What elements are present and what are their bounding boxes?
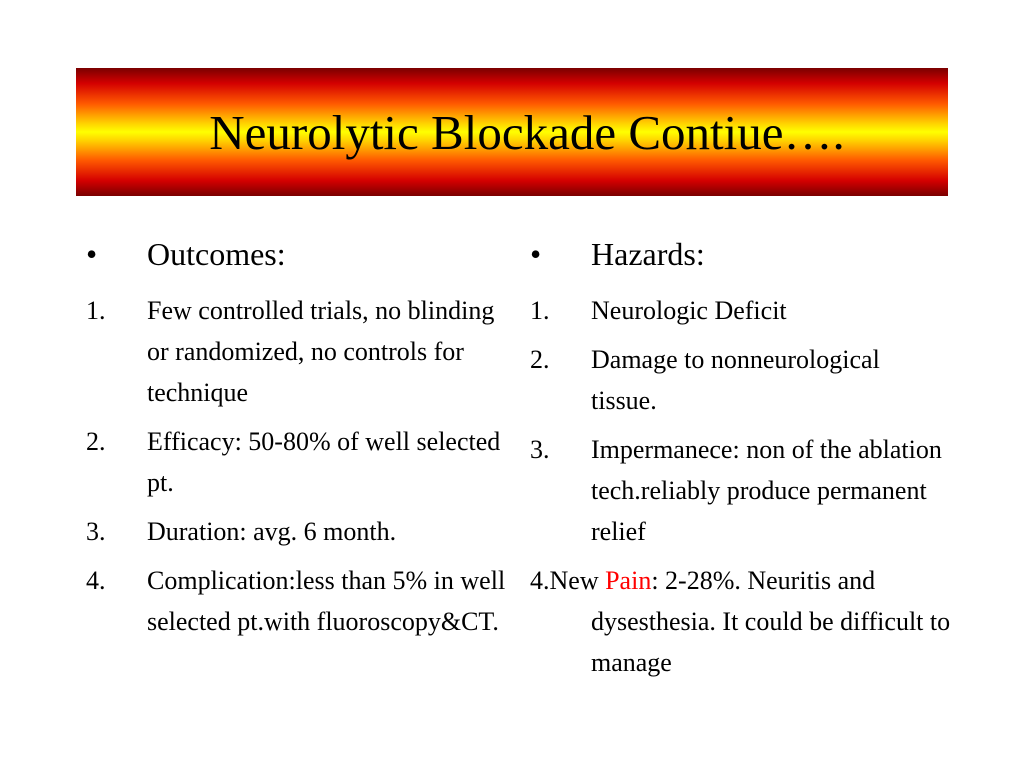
item-text: Impermanece: non of the ablation tech.reliably produce permanent relief <box>591 435 942 546</box>
item-text: Few controlled trials, no blinding or randomized, no controls for technique <box>147 296 495 407</box>
hazards-heading-row <box>530 232 950 282</box>
item-number: 1. <box>86 296 106 325</box>
list-item <box>530 339 950 421</box>
outcomes-heading-row <box>86 232 506 282</box>
item-number: 3. <box>86 517 106 546</box>
item-rest: : 2-28%. Neuritis and dysesthesia. It could be difficult to manage <box>591 566 951 677</box>
hazards-heading: Hazards: <box>591 236 705 272</box>
item-text: Efficacy: 50-80% of well selected pt. <box>147 427 501 497</box>
item-text: Neurologic Deficit <box>591 296 787 325</box>
list-item <box>86 290 506 413</box>
title-banner <box>76 68 948 196</box>
item-number: 2. <box>530 345 550 374</box>
item-text: Duration: avg. 6 month. <box>147 517 397 546</box>
item-number: 1. <box>530 296 550 325</box>
item-number: 3. <box>530 435 550 464</box>
bullet-icon: • <box>530 236 542 272</box>
list-item <box>530 290 950 331</box>
hazards-column <box>530 232 950 683</box>
list-item <box>86 511 506 552</box>
list-item <box>86 421 506 503</box>
outcomes-heading: Outcomes: <box>147 236 286 272</box>
list-item-new-pain <box>530 560 991 683</box>
item-number: 2. <box>86 427 106 456</box>
item-prefix: 4.New <box>530 566 606 595</box>
item-text: Damage to nonneurological tissue. <box>591 345 880 415</box>
list-item <box>530 429 950 552</box>
outcomes-column <box>86 232 506 642</box>
item-text: Complication:less than 5% in well selected pt.with fluoroscopy&CT. <box>147 566 506 636</box>
slide-title: Neurolytic Blockade Contiue…. <box>209 104 845 160</box>
list-item <box>86 560 506 642</box>
pain-highlight: Pain <box>605 566 652 595</box>
bullet-icon: • <box>86 236 98 272</box>
item-number: 4. <box>86 566 106 595</box>
